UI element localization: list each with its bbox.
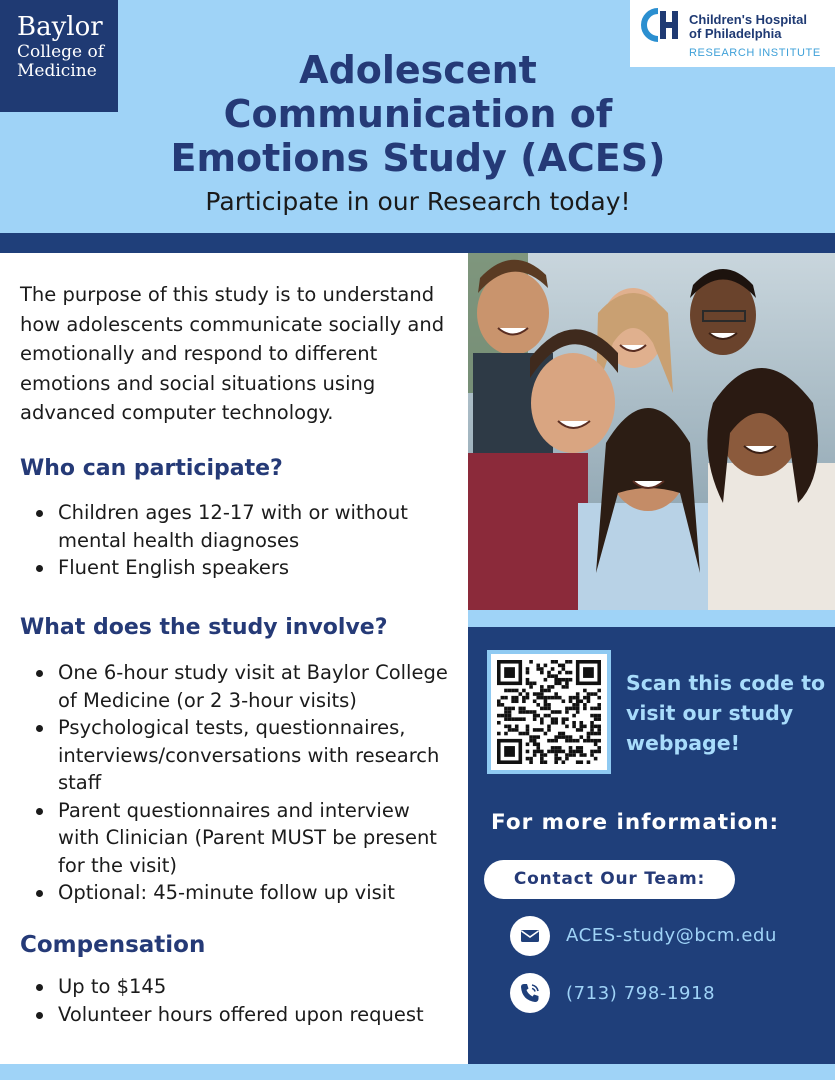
- chop-subtitle: RESEARCH INSTITUTE: [689, 47, 821, 59]
- qr-code-icon: [497, 660, 601, 764]
- title-line-3: Emotions Study (ACES): [170, 136, 666, 180]
- contact-phone[interactable]: (713) 798-1918: [566, 983, 716, 1004]
- contact-email[interactable]: ACES-study@bcm.edu: [566, 925, 778, 946]
- who-list: [20, 499, 440, 582]
- photo-gap: [468, 610, 835, 627]
- mail-icon: [510, 916, 550, 956]
- chop-name-line2: of Philadelphia: [689, 26, 782, 41]
- phone-icon: [510, 973, 550, 1013]
- list-item: Parent questionnaires and interview with Clinician (Parent MUST be present for the visit): [20, 797, 452, 880]
- title-line-2: Communication of: [223, 92, 613, 136]
- compensation-heading: Compensation: [20, 932, 206, 958]
- bottom-strip: [0, 1064, 835, 1080]
- who-heading: Who can participate?: [20, 456, 283, 481]
- title-line-1: Adolescent: [299, 48, 537, 92]
- page-title: [118, 48, 718, 180]
- header-divider: [0, 233, 835, 253]
- list-item: Volunteer hours offered upon request: [20, 1001, 452, 1029]
- involve-heading: What does the study involve?: [20, 615, 388, 640]
- left-column: [20, 280, 452, 428]
- chop-name: [689, 13, 807, 41]
- list-item: Fluent English speakers: [20, 554, 440, 582]
- involve-list: [20, 659, 452, 907]
- chop-name-line1: Children's Hospital: [689, 12, 807, 27]
- list-item: Children ages 12-17 with or without mental health diagnoses: [20, 499, 440, 554]
- list-item: Optional: 45-minute follow up visit: [20, 879, 452, 907]
- baylor-logo: [0, 0, 118, 112]
- teens-photo-illustration: [468, 253, 835, 610]
- more-info-heading: For more information:: [491, 810, 780, 835]
- bcm-logo-line2: College of: [17, 42, 105, 63]
- bcm-logo-line3: Medicine: [17, 61, 97, 82]
- qr-code[interactable]: [487, 650, 611, 774]
- list-item: Up to $145: [20, 973, 452, 1001]
- compensation-list: [20, 973, 452, 1028]
- chop-mark-icon: [639, 7, 681, 43]
- teens-group-photo: [468, 253, 835, 610]
- intro-text: The purpose of this study is to understand how adolescents communicate socially and emotionally and respond to different emotions and social situations using advanced computer technology.: [20, 283, 445, 424]
- list-item: Psychological tests, questionnaires, interviews/conversations with research staff: [20, 714, 452, 797]
- qr-caption: Scan this code to visit our study webpage!: [626, 671, 826, 755]
- bcm-logo-line1: Baylor: [17, 12, 103, 42]
- contact-team-pill: Contact Our Team:: [484, 860, 735, 899]
- page-subtitle: Participate in our Research today!: [205, 187, 631, 216]
- list-item: One 6-hour study visit at Baylor College of Medicine (or 2 3-hour visits): [20, 659, 452, 714]
